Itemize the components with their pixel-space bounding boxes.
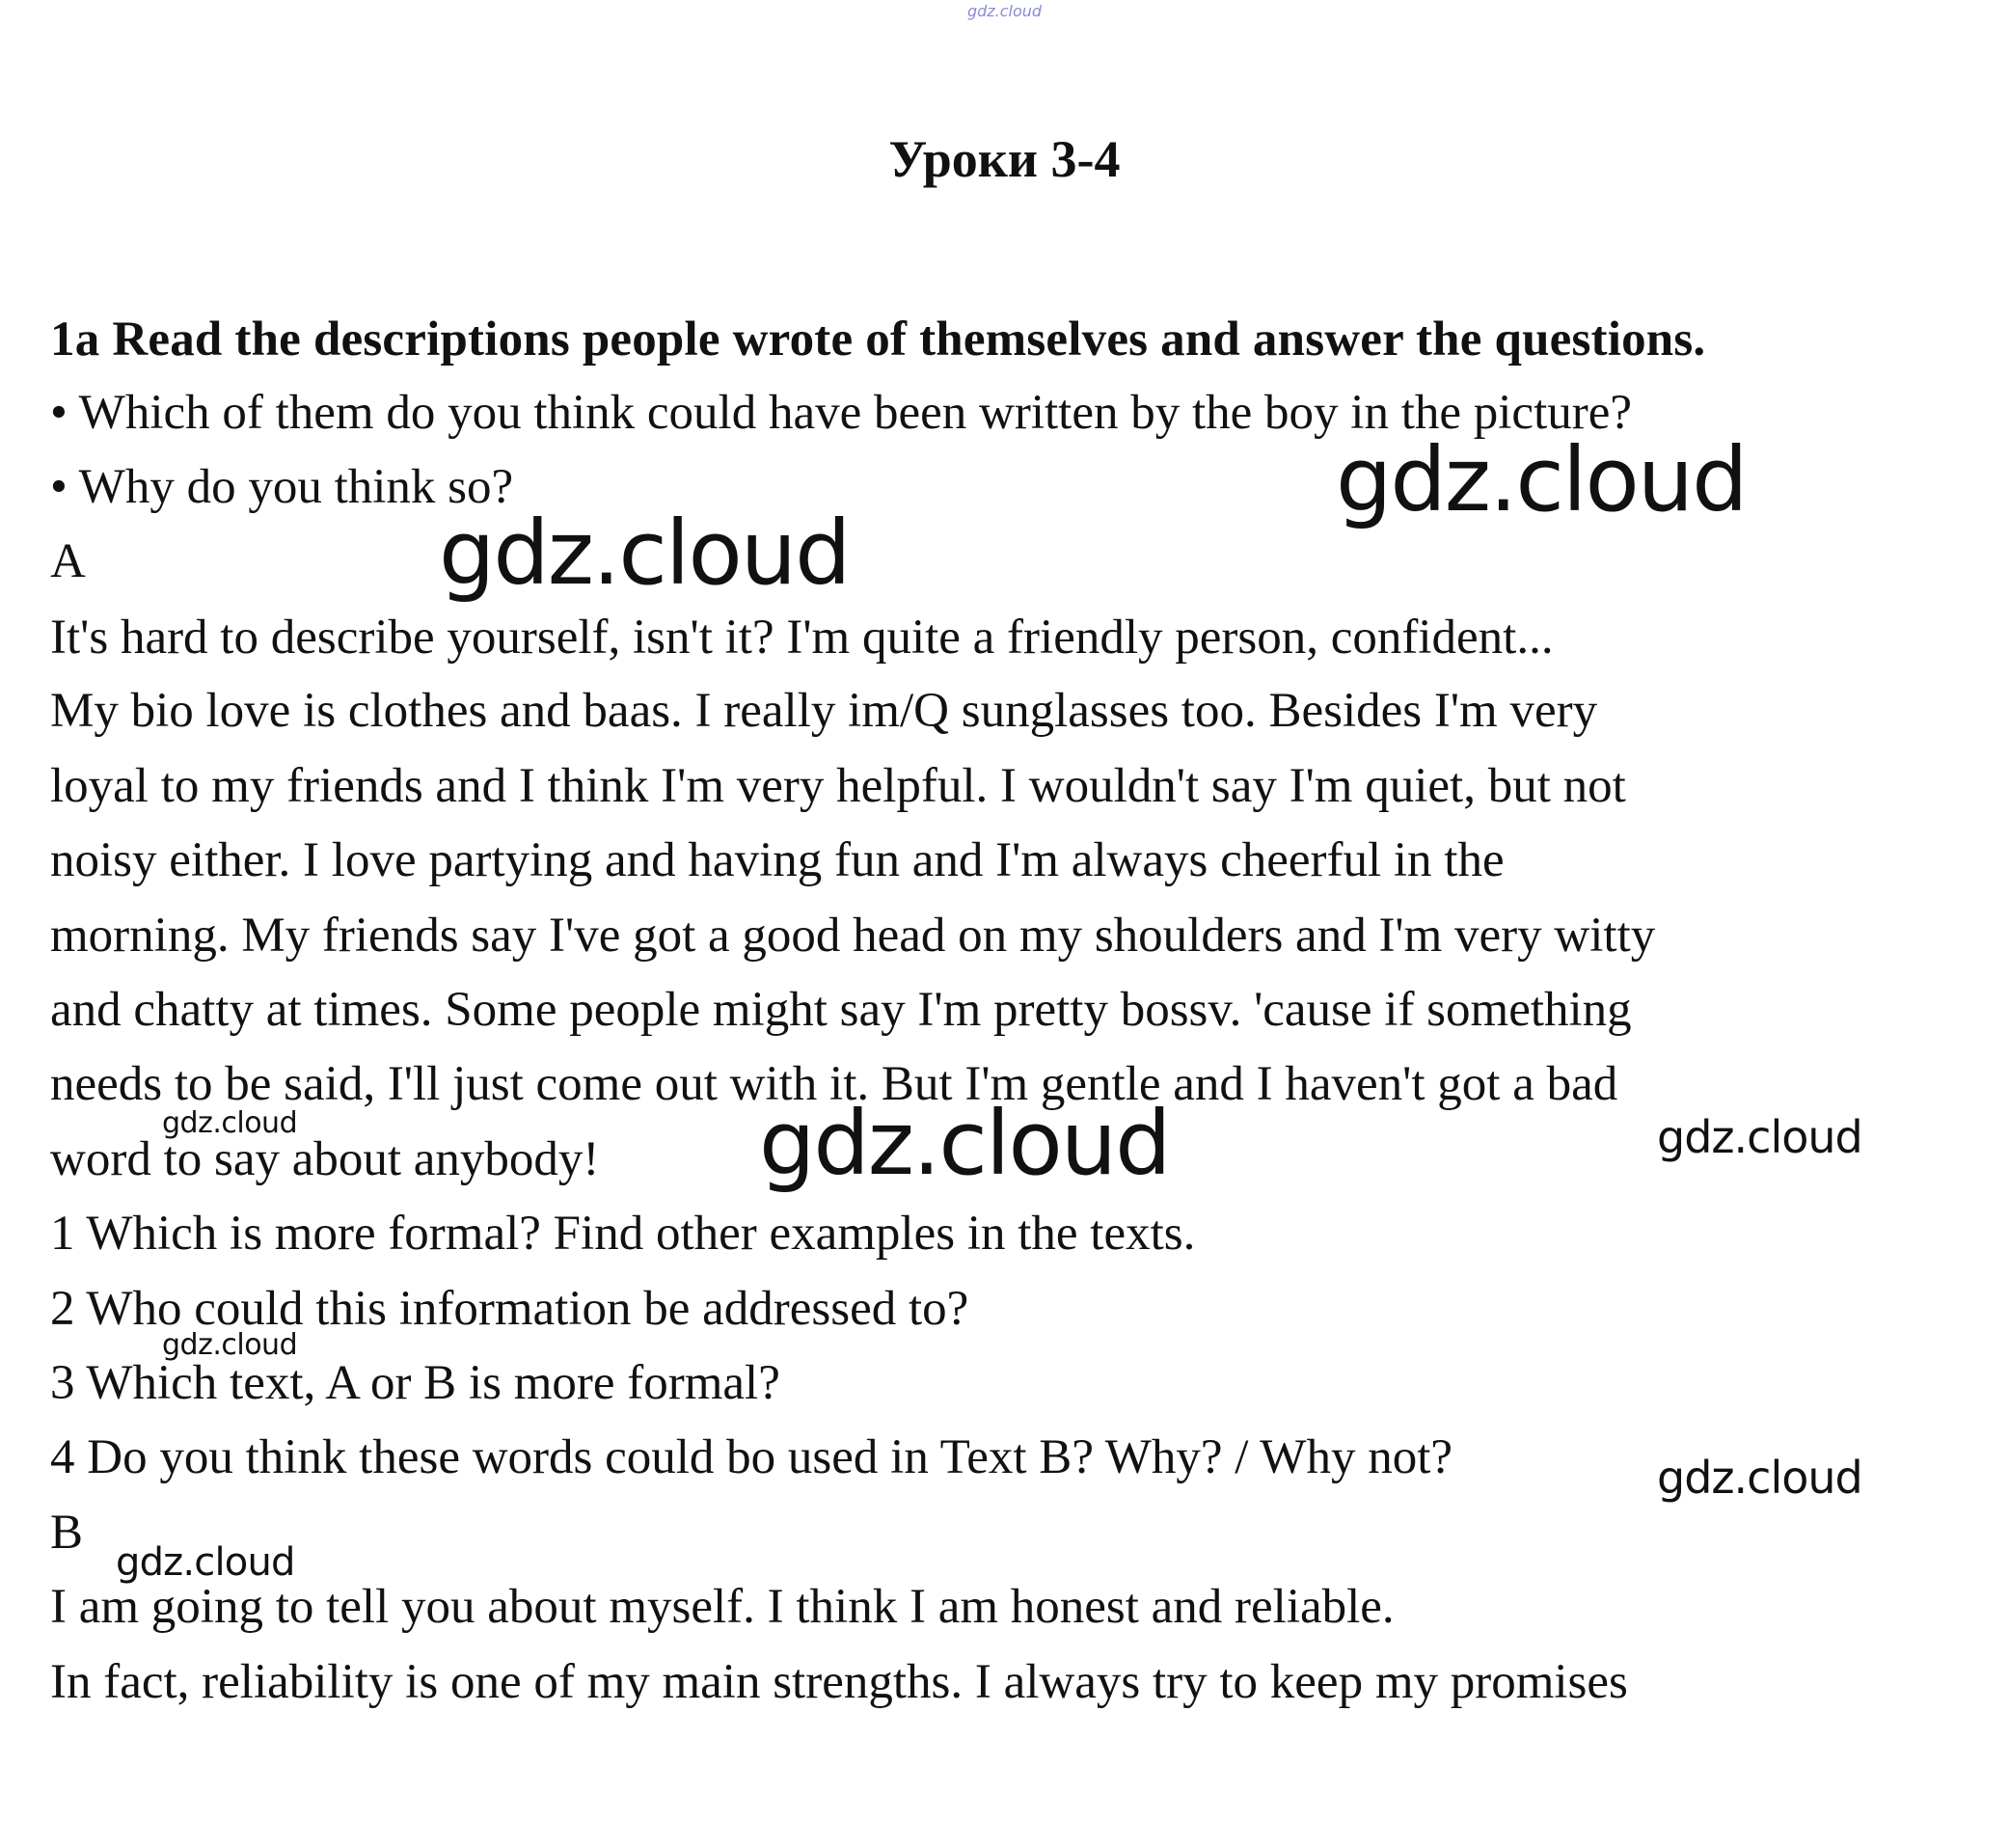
text-a-line: loyal to my friends and I think I'm very helpful. I wouldn't say I'm quiet, but not (50, 759, 1626, 813)
question-item: 4 Do you think these words could bo used in Text B? Why? / Why not? (50, 1430, 1452, 1484)
exercise-bullet: • Why do you think so? (50, 460, 514, 514)
page-title: Уроки 3-4 (888, 130, 1121, 188)
text-b-label: B (50, 1506, 84, 1560)
text-b-line: In fact, reliability is one of my main strengths. I always try to keep my promises (50, 1655, 1628, 1709)
text-a-line: morning. My friends say I've got a good head on my shoulders and I'm very witty (50, 909, 1656, 963)
question-item: 1 Which is more formal? Find other examples in the texts. (50, 1207, 1196, 1261)
text-a-line: My bio love is clothes and baas. I really im/Q sunglasses too. Besides I'm very (50, 684, 1598, 738)
question-item: 2 Who could this information be addressed to? (50, 1282, 969, 1336)
text-a-line: and chatty at times. Some people might say I'm pretty bossv. 'cause if something (50, 983, 1632, 1037)
text-a-label: A (50, 534, 86, 588)
exercise-heading: 1a Read the descriptions people wrote of themselves and answer the questions. (50, 313, 1706, 367)
watermark: gdz.cloud (1336, 428, 1747, 531)
watermark: gdz.cloud (1657, 1452, 1862, 1504)
exercise-bullet: • Which of them do you think could have been written by the boy in the picture? (50, 386, 1632, 440)
watermark: gdz.cloud (439, 502, 850, 605)
text-a-line: It's hard to describe yourself, isn't it? I'm quite a friendly person, confident... (50, 611, 1554, 665)
top-watermark: gdz.cloud (966, 2, 1043, 20)
watermark: gdz.cloud (162, 1106, 298, 1140)
question-item: 3 Which text, A or B is more formal? (50, 1356, 780, 1410)
watermark: gdz.cloud (759, 1092, 1170, 1195)
text-a-line: noisy either. I love partying and having fun and I'm always cheerful in the (50, 833, 1505, 887)
text-b-line: I am going to tell you about myself. I think I am honest and reliable. (50, 1580, 1395, 1634)
watermark: gdz.cloud (116, 1540, 295, 1585)
watermark: gdz.cloud (1657, 1111, 1862, 1163)
watermark: gdz.cloud (162, 1328, 298, 1362)
text-a-line: word to say about anybody! (50, 1132, 600, 1186)
text-a-line: needs to be said, I'll just come out with it. But I'm gentle and I haven't got a bad (50, 1057, 1618, 1111)
